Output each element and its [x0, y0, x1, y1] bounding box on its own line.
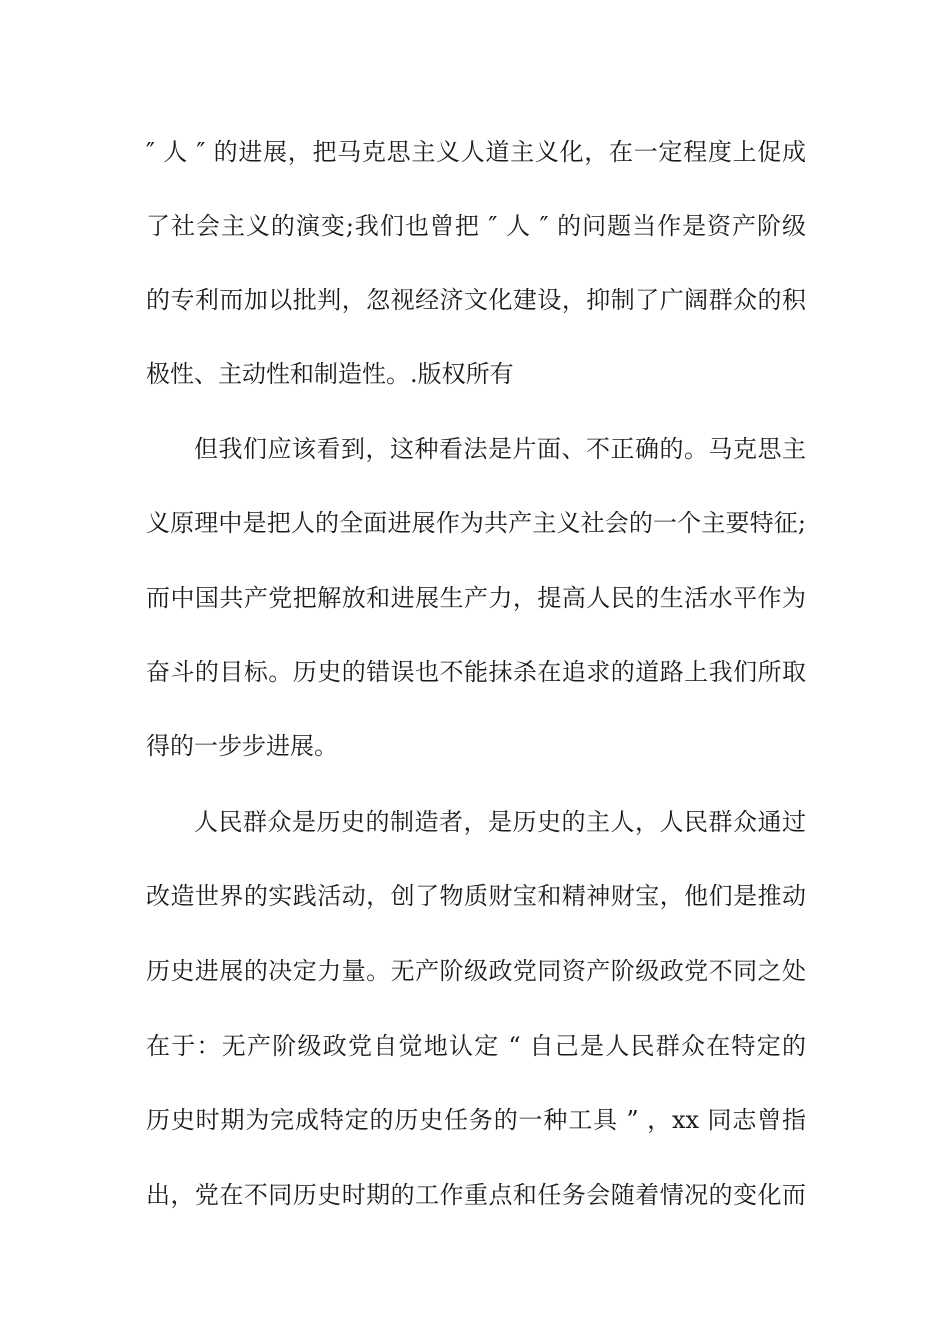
paragraph-1-line-2: 了社会主义的演变;我们也曾把 ″ 人 ″ 的问题当作是资产阶级 [146, 212, 806, 240]
paragraph-2-line-1: 但我们应该看到，这种看法是片面、不正确的。马克思主 [194, 435, 806, 463]
paragraph-2-line-4: 奋斗的目标。历史的错误也不能抹杀在追求的道路上我们所取 [146, 658, 806, 686]
paragraph-1-line-4: 极性、主动性和制造性。.版权所有 [146, 360, 514, 388]
paragraph-2-line-2: 义原理中是把人的全面进展作为共产主义社会的一个主要特征; [146, 509, 806, 537]
paragraph-3-line-6: 出，党在不同历史时期的工作重点和任务会随着情况的变化而 [146, 1181, 806, 1209]
paragraph-1-line-1: ″ 人 ″ 的进展，把马克思主义人道主义化，在一定程度上促成 [146, 138, 806, 166]
paragraph-2-line-5: 得的一步步进展。 [146, 732, 338, 760]
paragraph-3-line-4: 在于：无产阶级政党自觉地认定 “ 自己是人民群众在特定的 [146, 1032, 806, 1060]
paragraph-3-line-5: 历史时期为完成特定的历史任务的一种工具 ” ，xx 同志曾指 [146, 1106, 806, 1134]
paragraph-1-line-3: 的专利而加以批判，忽视经济文化建设，抑制了广阔群众的积 [146, 286, 806, 314]
paragraph-2-line-3: 而中国共产党把解放和进展生产力，提高人民的生活水平作为 [146, 584, 806, 612]
paragraph-3-line-2: 改造世界的实践活动，创了物质财宝和精神财宝，他们是推动 [146, 882, 806, 910]
paragraph-3-line-1: 人民群众是历史的制造者，是历史的主人，人民群众通过 [194, 808, 806, 836]
paragraph-3-line-3: 历史进展的决定力量。无产阶级政党同资产阶级政党不同之处 [146, 957, 806, 985]
